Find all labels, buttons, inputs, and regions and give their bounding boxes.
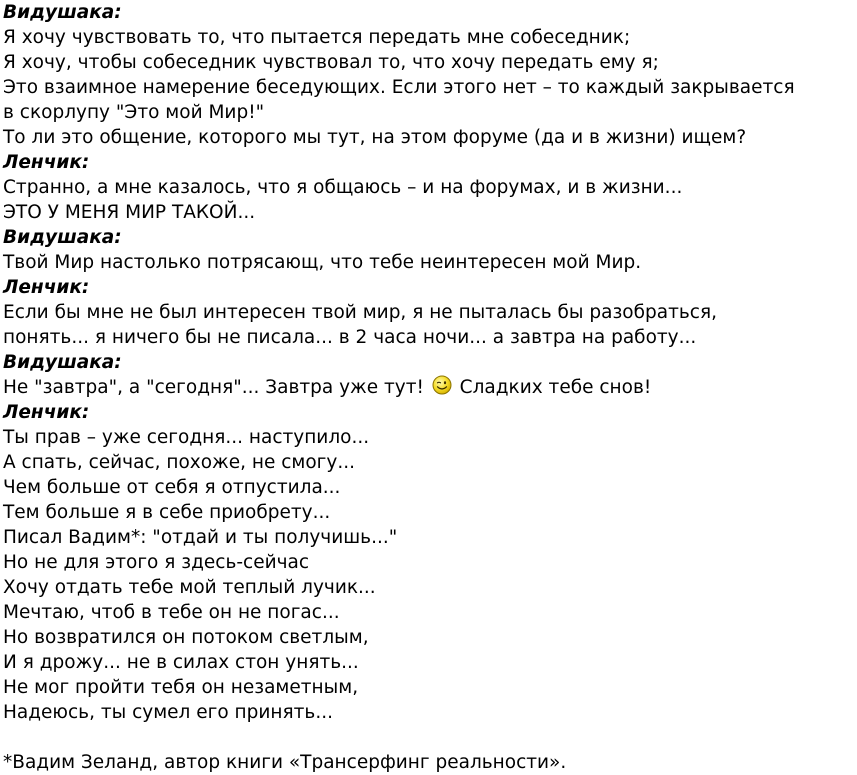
- text-segment: Не "завтра", а "сегодня"... Завтра уже тут!: [3, 377, 430, 398]
- text-line: Твой Мир настолько потрясающ, что тебе неинтересен мой Мир.: [3, 252, 642, 273]
- speaker-name: Ленчик:: [3, 152, 90, 173]
- text-line: То ли это общение, которого мы тут, на этом форуме (да и в жизни) ищем?: [3, 127, 747, 148]
- poem-line: И я дрожу... не в силах стон унять...: [3, 652, 359, 673]
- text-line: Странно, а мне казалось, что я общаюсь – и на форумах, и в жизни...: [3, 177, 683, 198]
- text-line: в скорлупу "Это мой Мир!": [3, 102, 265, 123]
- poem-line: Но не для этого я здесь-сейчас: [3, 552, 310, 573]
- speaker-name: Ленчик:: [3, 277, 90, 298]
- speaker-name: Ленчик:: [3, 402, 90, 423]
- poem-line: А спать, сейчас, похоже, не смогу...: [3, 452, 355, 473]
- text-line: Если бы мне не был интересен твой мир, я не пыталась бы разобраться,: [3, 302, 717, 323]
- text-line: Это взаимное намерение беседующих. Если этого нет – то каждый закрывается: [3, 77, 795, 98]
- speaker-name: Видушака:: [3, 352, 122, 373]
- poem-line: Чем больше от себя я отпустила...: [3, 477, 341, 498]
- poem-line: Но возвратился он потоком светлым,: [3, 627, 369, 648]
- poem-line: Мечтаю, чтоб в тебе он не погас...: [3, 602, 340, 623]
- poem-line: Писал Вадим*: "отдай и ты получишь...": [3, 527, 398, 548]
- poem-line: Тем больше я в себе приобрету...: [3, 502, 331, 523]
- wink-smiley-icon: [432, 375, 452, 395]
- blank-line: [3, 725, 855, 750]
- poem-line: Хочу отдать тебе мой теплый лучик...: [3, 577, 376, 598]
- text-line: ЭТО У МЕНЯ МИР ТАКОЙ...: [3, 202, 256, 223]
- text-line: Я хочу чувствовать то, что пытается передать мне собеседник;: [3, 27, 631, 48]
- text-line: понять... я ничего бы не писала... в 2 часа ночи... а завтра на работу...: [3, 327, 697, 348]
- poem-line: Надеюсь, ты сумел его принять...: [3, 702, 333, 723]
- text-line-with-smiley: [3, 375, 855, 400]
- speaker-name: Видушака:: [3, 227, 122, 248]
- speaker-name: Видушака:: [3, 2, 122, 23]
- poem-line: Ты прав – уже сегодня... наступило...: [3, 427, 370, 448]
- forum-dialogue-text: [3, 0, 855, 775]
- text-line: Я хочу, чтобы собеседник чувствовал то, что хочу передать ему я;: [3, 52, 659, 73]
- poem-line: Не мог пройти тебя он незаметным,: [3, 677, 359, 698]
- text-segment: Сладких тебе снов!: [459, 377, 652, 398]
- footnote: *Вадим Зеланд, автор книги «Трансерфинг реальности».: [3, 752, 567, 773]
